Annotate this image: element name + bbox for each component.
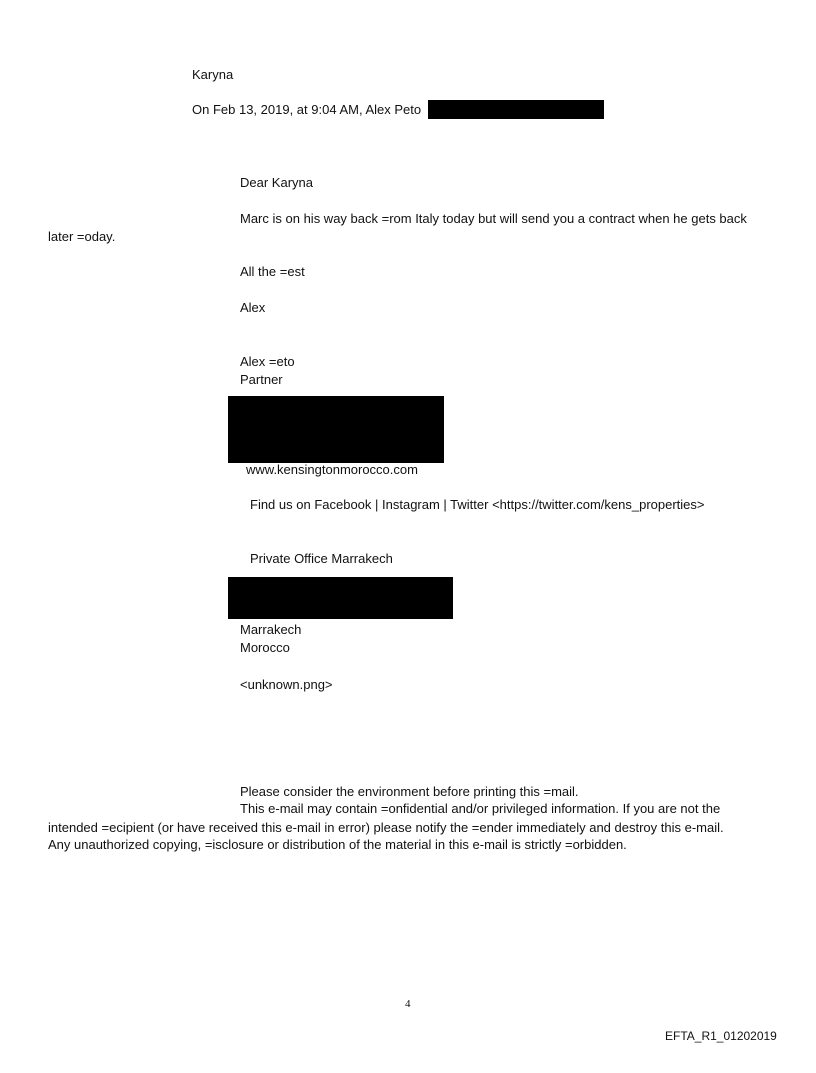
disclaimer-line-4: Any unauthorized copying, =isclosure or distribution of the material in this e-mail is strictly =orbidden. bbox=[48, 837, 627, 852]
office-name: Private Office Marrakech bbox=[250, 551, 393, 566]
website-link[interactable]: www.kensingtonmorocco.com bbox=[246, 462, 418, 477]
salutation: Dear Karyna bbox=[240, 175, 313, 190]
closing: All the =est bbox=[240, 264, 305, 279]
redaction-logo-block bbox=[228, 396, 444, 463]
body-line-1: Marc is on his way back =rom Italy today but will send you a contract when he gets back bbox=[240, 211, 747, 226]
greeting-top: Karyna bbox=[192, 67, 234, 82]
office-country: Morocco bbox=[240, 640, 290, 655]
attachment-placeholder: <unknown.png> bbox=[240, 677, 333, 692]
disclaimer-line-1: Please consider the environment before printing this =mail. bbox=[240, 784, 579, 799]
disclaimer-line-3: intended =ecipient (or have received this e-mail in error) please notify the =ender immediately and destroy this e-mail. bbox=[48, 820, 724, 835]
office-city: Marrakech bbox=[240, 622, 302, 637]
body-line-2: later =oday. bbox=[48, 229, 116, 244]
redaction-address-block bbox=[228, 577, 453, 619]
quote-header: On Feb 13, 2019, at 9:04 AM, Alex Peto bbox=[192, 102, 422, 117]
bates-id: EFTA_R1_01202019 bbox=[665, 1029, 777, 1043]
disclaimer-line-2: This e-mail may contain =onfidential and/or privileged information. If you are not the bbox=[240, 801, 721, 816]
social-links[interactable]: Find us on Facebook | Instagram | Twitter <https://twitter.com/kens_properties> bbox=[250, 497, 705, 512]
redaction-email-address bbox=[428, 100, 604, 119]
signature-title: Partner bbox=[240, 372, 283, 387]
page-number: 4 bbox=[405, 998, 411, 1010]
sign-name: Alex bbox=[240, 300, 266, 315]
signature-full-name: Alex =eto bbox=[240, 354, 295, 369]
